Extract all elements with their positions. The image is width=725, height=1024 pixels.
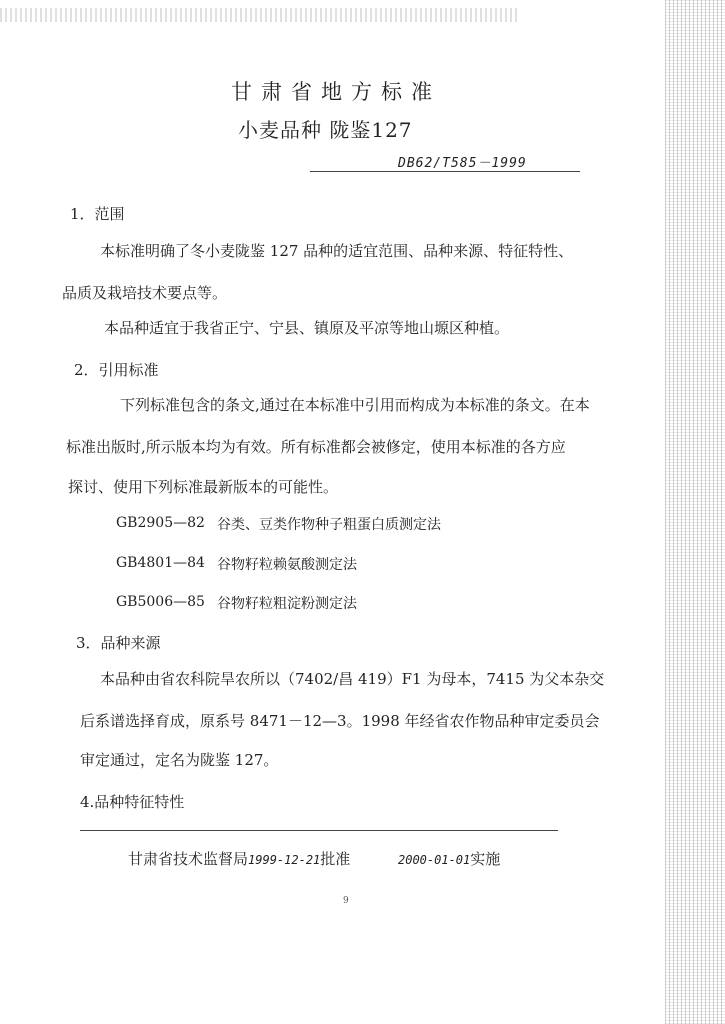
section-1-para2: 本品种适宜于我省正宁、宁县、镇原及平凉等地山塬区种植。 — [104, 319, 510, 337]
footer-approve-date: 1999-12-21 — [248, 853, 321, 867]
section-3-line3: 审定通过，定名为陇鉴 127。 — [80, 751, 279, 769]
scan-noise-right-edge — [665, 0, 725, 1024]
footer-approval — [128, 848, 350, 869]
section-3-heading: 3．品种来源 — [76, 634, 161, 652]
section-2-para-line2: 标准出版时,所示版本均为有效。所有标准都会被修定，使用本标准的各方应 — [66, 438, 566, 456]
ref-name-1: 谷类、豆类作物种子粗蛋白质测定法 — [217, 517, 441, 533]
section-2-para-line1: 下列标准包含的条文,通过在本标准中引用而构成为本标准的条文。在本 — [120, 396, 590, 414]
footer-rule — [80, 830, 558, 831]
header-rule — [310, 171, 580, 172]
section-4-heading: 4.品种特征特性 — [80, 793, 185, 811]
footer-approve-label: 批准 — [320, 850, 351, 868]
footer-implementation — [398, 848, 500, 869]
ref-code-3: GB5006—85 — [116, 594, 205, 610]
ref-name-2: 谷物籽粒赖氨酸测定法 — [217, 557, 357, 573]
section-2-para-line3: 探讨、使用下列标准最新版本的可能性。 — [68, 478, 339, 496]
section-1-para1-line1: 本标准明确了冬小麦陇鉴 127 品种的适宜范围、品种来源、特征特性、 — [100, 242, 574, 260]
doc-title: 甘肃省地方标准 — [231, 80, 441, 104]
doc-subtitle: 小麦品种 陇鉴127 — [238, 118, 413, 142]
footer-impl-label: 实施 — [470, 850, 501, 868]
section-3-line2: 后系谱选择育成，原系号 8471－12—3。1998 年经省农作物品种审定委员会 — [80, 712, 600, 730]
ref-code-2: GB4801—84 — [116, 555, 205, 571]
footer-issuer: 甘肃省技术监督局 — [128, 850, 249, 868]
ref-name-3: 谷物籽粒粗淀粉测定法 — [217, 596, 357, 612]
standard-code: DB62/T585－1999 — [398, 156, 527, 171]
section-3-line1: 本品种由省农科院旱农所以（7402/昌 419）F1 为母本，7415 为父本杂交 — [100, 670, 605, 688]
section-1-para1-line2: 品质及栽培技术要点等。 — [62, 284, 228, 302]
scan-noise-top — [0, 8, 520, 22]
section-2-heading: 2．引用标准 — [74, 361, 159, 379]
ref-code-1: GB2905—82 — [116, 515, 205, 531]
page-number: 9 — [343, 896, 349, 906]
footer-impl-date: 2000-01-01 — [398, 853, 471, 867]
section-1-heading: 1．范围 — [70, 205, 125, 223]
